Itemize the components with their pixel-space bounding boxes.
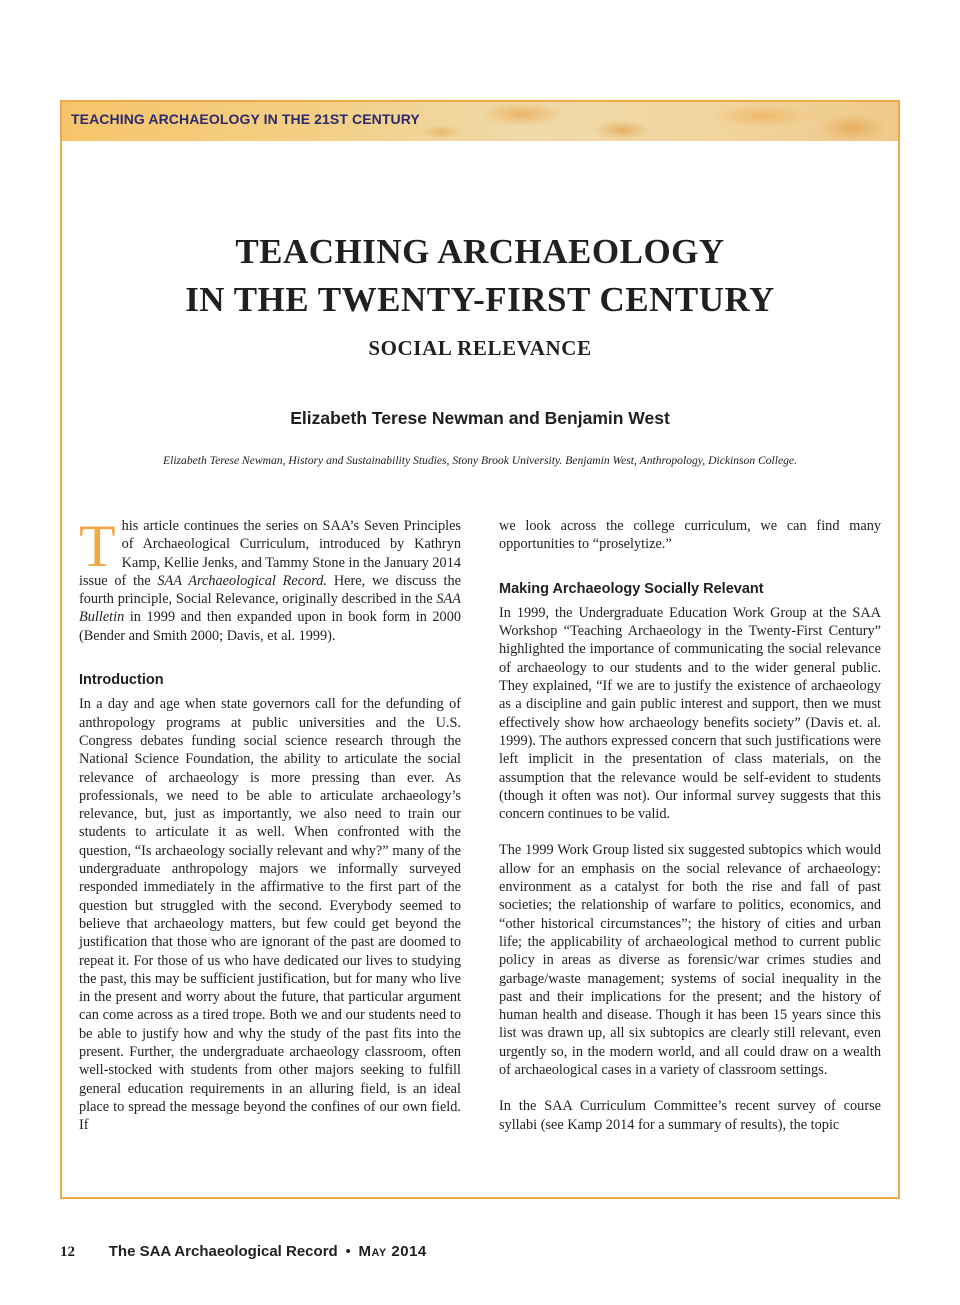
page-footer — [60, 1243, 427, 1261]
footer-bullet: • — [345, 1244, 351, 1260]
intro-text-a: his article continues the series on SAA’s Seven Principles of Archaeological Curriculum, introduced by Kathryn Kamp, Kellie Jenks, and Tammy Stone in the January 2014 issue of the — [79, 518, 461, 589]
intro-paragraph — [79, 513, 462, 645]
intro-text-b: Here, we discuss the fourth principle, Social Relevance, originally described in the — [79, 572, 462, 608]
journal-italic: SAA Archaeological Record. — [157, 572, 328, 589]
paragraph-work-group: The 1999 Work Group listed six suggested subtopics which would allow for an emphasis on the social relevance of archaeology: environment as a catalyst for both the rise and fall of past societies; the relationship of warfare to politics, economics, and “other historical circumstances”; the history of cities and urban life; the applicability of archaeological method to current public policy in areas as diverse as forensic/war crimes studies and garbage/waste management; systems of social inequality in the past and their implications for the present; and the history of human health and disease. Though it has been 15 years since this list was drawn up, all six subtopics are clearly still relevant, even urgently so, in the modern world, and all could draw on a wealth of archaeological cases in a variety of classroom settings. — [499, 842, 881, 1079]
heading-socially-relevant: Making Archaeology Socially Relevant — [499, 580, 764, 597]
issue-date: May 2014 — [358, 1243, 427, 1260]
paragraph-1999: In 1999, the Undergraduate Education Work Group at the SAA Workshop “Teaching Archaeology in the Twenty-First Century” highlighted the importance of communicating the social relevance of archaeology to our students and to the wider general public. They explained, “If we are to justify the existence of archaeology as a discipline and gain public interest and support, then we must effectively show how archaeology benefits society” (Davis et. al. 1999). The authors expressed concern that such justifications were left implicit in the presentation of class materials, on the assumption that the relevance would be self-evident to students (though it often was not). Our informal survey suggests that this concern continues to be valid. — [499, 604, 881, 823]
banner-title: TEACHING ARCHAEOLOGY IN THE 21ST CENTURY — [71, 111, 420, 127]
journal-name: The SAA Archaeological Record — [108, 1243, 338, 1260]
right-column — [499, 517, 881, 1134]
introduction-paragraph: In a day and age when state governors call for the defunding of anthropology programs at public universities and the U.S. Congress debates funding social science research through the National Science Foundation, the ability to articulate the social relevance of archaeology is more pressing than ever. As professionals, we need to be able to articulate archaeology’s relevance, but, just as importantly, we also need to train our students to articulate it as well. When confronted with the question, “Is archaeology socially relevant and why?” many of the undergraduate anthropology majors we informally surveyed responded immediately in the affirmative to the first part of the question but struggled with the second. Everybody seemed to believe that archaeology matters, but few could get beyond the justification that those who are ignorant of the past are doomed to repeat it. For those of us who have dedicated our lives to studying the past, this may be sufficient justification, but for many who live in the present and worry about the future, that particular argument can come across as a tired trope. Both we and our students need to be able to justify how and why the study of the past fits into the present. Further, the undergraduate archaeology classroom, often well-stocked with students from other majors seeking to fulfill general education requirements in an alluring field, is an ideal place to spread the message beyond the confines of our own field. If — [79, 696, 461, 1134]
heading-introduction: Introduction — [79, 672, 164, 689]
continued-paragraph: we look across the college curriculum, we can find many opportunities to “proselytize.” — [499, 518, 881, 553]
section-banner — [62, 102, 898, 141]
intro-text-c: in 1999 and then expanded upon in book form in 2000 (Bender and Smith 2000; Davis, et al. 1999). — [79, 609, 461, 644]
article-authors: Elizabeth Terese Newman and Benjamin West — [290, 408, 670, 428]
paragraph-survey: In the SAA Curriculum Committee’s recent survey of course syllabi (see Kamp 2014 for a summary of results), the topic — [499, 1098, 881, 1133]
author-affiliations: Elizabeth Terese Newman, History and Sustainability Studies, Stony Brook University. Benjamin West, Anthropology, Dickinson College. — [163, 454, 797, 467]
drop-cap: T — [79, 513, 116, 579]
page-number: 12 — [60, 1244, 75, 1260]
article-title-line1: TEACHING ARCHAEOLOGY — [235, 232, 725, 271]
bulletin-italic: SAA Bulletin — [79, 591, 461, 626]
article-subtitle: SOCIAL RELEVANCE — [368, 336, 592, 360]
left-column — [79, 513, 462, 1135]
article-title-line2: IN THE TWENTY-FIRST CENTURY — [185, 280, 775, 319]
